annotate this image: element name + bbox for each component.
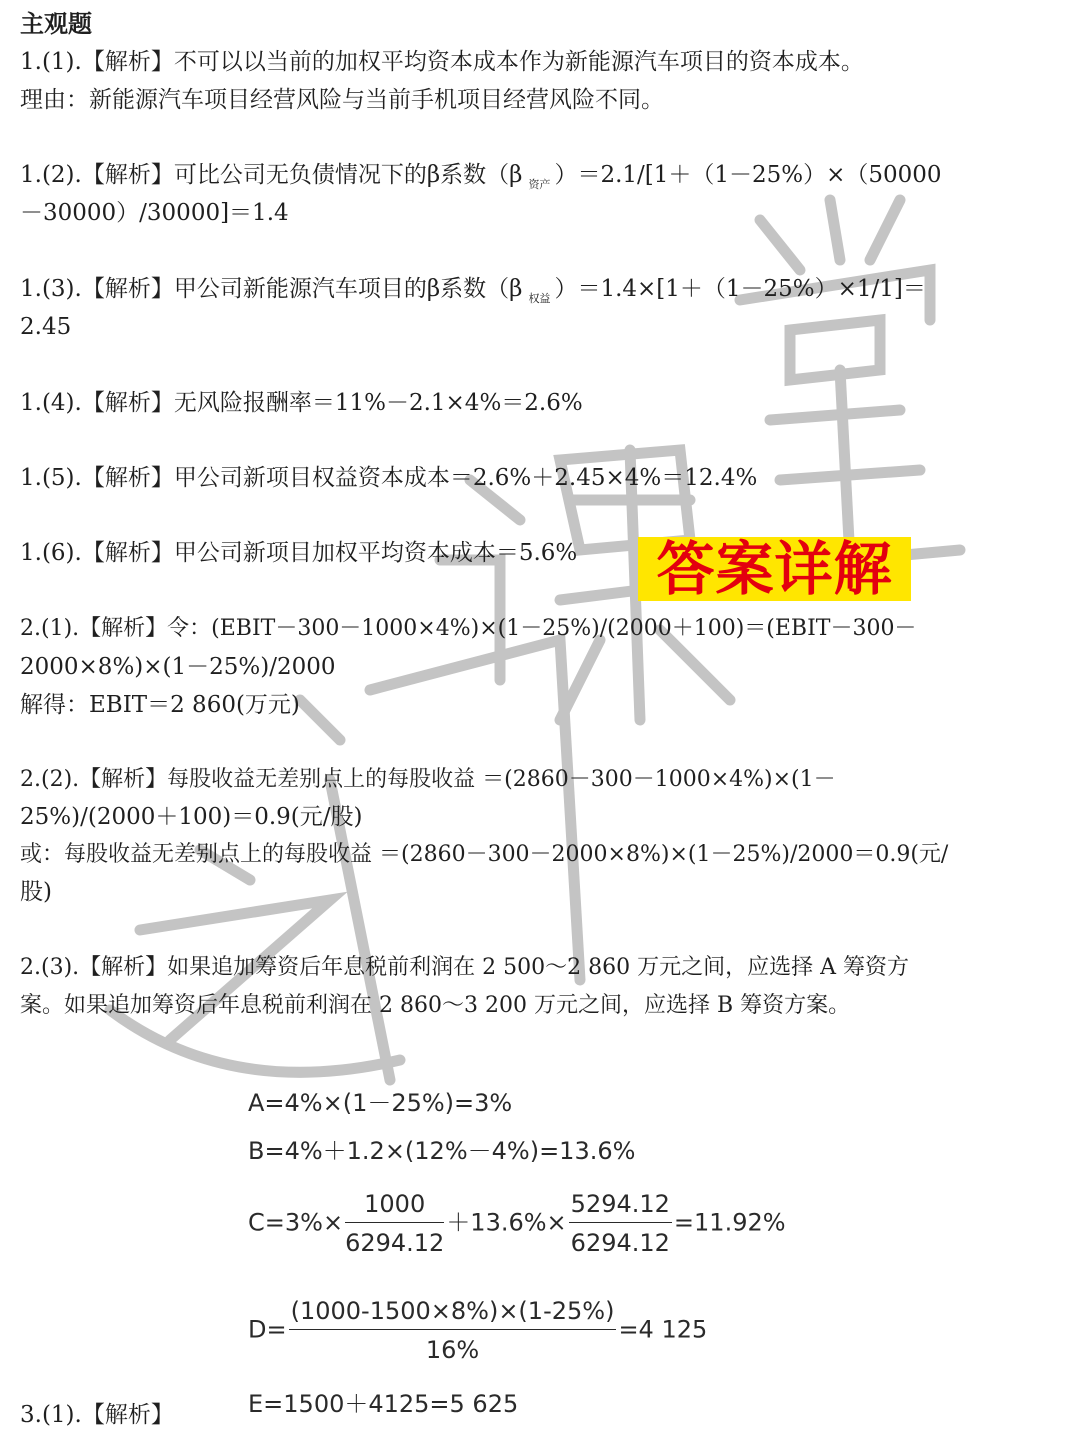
formula-a: A=4%×(1－25%)=3% [248, 1089, 513, 1117]
formula-d-tail: =4 125 [618, 1315, 708, 1344]
answer-2-2-line-4: 股) [20, 879, 52, 905]
formula-c-lead: C=3%× [248, 1208, 344, 1237]
formula-c-fraction-1 [345, 1190, 444, 1257]
answer-1-3-suffix: ）＝1.4×[1＋（1－25%）×1/1]＝ [554, 276, 926, 302]
answer-1-2-prefix: 1.(2).【解析】可比公司无负债情况下的β系数（β [20, 162, 523, 188]
answer-2-2-line-1: 2.(2).【解析】每股收益无差别点上的每股收益 ＝(2860－300－1000×4%)×(1－ [20, 767, 836, 792]
formula-c [248, 1190, 786, 1257]
formula-c-mid: ＋13.6%× [446, 1208, 567, 1237]
formula-c-numerator-1: 1000 [345, 1190, 444, 1223]
answer-2-2-line-3: 或：每股收益无差别点上的每股收益 ＝(2860－300－2000×8%)×(1－25%)/2000＝0.9(元/ [20, 842, 949, 867]
answer-2-1-line-2: 2000×8%)×(1－25%)/2000 [20, 654, 336, 680]
formula-c-fraction-2 [569, 1190, 672, 1257]
answer-1-3-prefix: 1.(3).【解析】甲公司新能源汽车项目的β系数（β [20, 276, 523, 302]
beta-asset-subscript: 资产 [528, 178, 551, 191]
formula-d-numerator: (1000-1500×8%)×(1-25%) [289, 1297, 617, 1330]
answer-2-3-line-2: 案。如果追加筹资后年息税前利润在 2 860～3 200 万元之间，应选择 B 筹资方案。 [20, 993, 851, 1018]
answer-1-5: 1.(5).【解析】甲公司新项目权益资本成本＝2.6%＋2.45×4%＝12.4% [20, 465, 758, 491]
beta-equity-subscript: 权益 [528, 292, 551, 305]
formula-d-fraction [289, 1297, 617, 1364]
answer-detail-badge: 答案详解 [638, 537, 911, 601]
formula-c-denominator-2: 6294.12 [570, 1229, 670, 1257]
formula-d-denominator: 16% [425, 1336, 480, 1364]
formula-c-numerator-2: 5294.12 [569, 1190, 672, 1223]
answer-1-2-suffix: ）＝2.1/[1＋（1－25%）×（50000 [554, 162, 942, 188]
formula-c-denominator-1: 6294.12 [345, 1229, 445, 1257]
answer-2-2-line-2: 25%)/(2000＋100)＝0.9(元/股) [20, 804, 363, 830]
formula-b: B=4%＋1.2×(12%－4%)=13.6% [248, 1137, 636, 1165]
formula-d-lead: D= [248, 1315, 287, 1344]
answer-3-1: 3.(1).【解析】 [20, 1402, 174, 1428]
answer-1-6: 1.(6).【解析】甲公司新项目加权平均资本成本＝5.6% [20, 540, 578, 566]
answer-2-1-line-1: 2.(1).【解析】令：(EBIT－300－1000×4%)×(1－25%)/(2000＋100)＝(EBIT－300－ [20, 616, 917, 641]
formula-d [248, 1297, 707, 1364]
formula-e: E=1500＋4125=5 625 [248, 1390, 519, 1418]
answer-1-3-line-2: 2.45 [20, 314, 72, 340]
section-heading: 主观题 [20, 10, 92, 38]
answer-1-1-line-1: 1.(1).【解析】不可以以当前的加权平均资本成本作为新能源汽车项目的资本成本。 [20, 49, 864, 75]
answer-1-4: 1.(4).【解析】无风险报酬率＝11%－2.1×4%＝2.6% [20, 390, 583, 416]
answer-1-1-line-2: 理由：新能源汽车项目经营风险与当前手机项目经营风险不同。 [20, 87, 664, 113]
answer-2-1-line-3: 解得：EBIT＝2 860(万元) [20, 692, 300, 718]
answer-1-2-line-2: －30000）/30000]＝1.4 [20, 200, 289, 226]
formula-c-tail: =11.92% [673, 1208, 786, 1237]
answer-2-3-line-1: 2.(3).【解析】如果追加筹资后年息税前利润在 2 500～2 860 万元之间，应选择 A 筹资方 [20, 955, 909, 980]
